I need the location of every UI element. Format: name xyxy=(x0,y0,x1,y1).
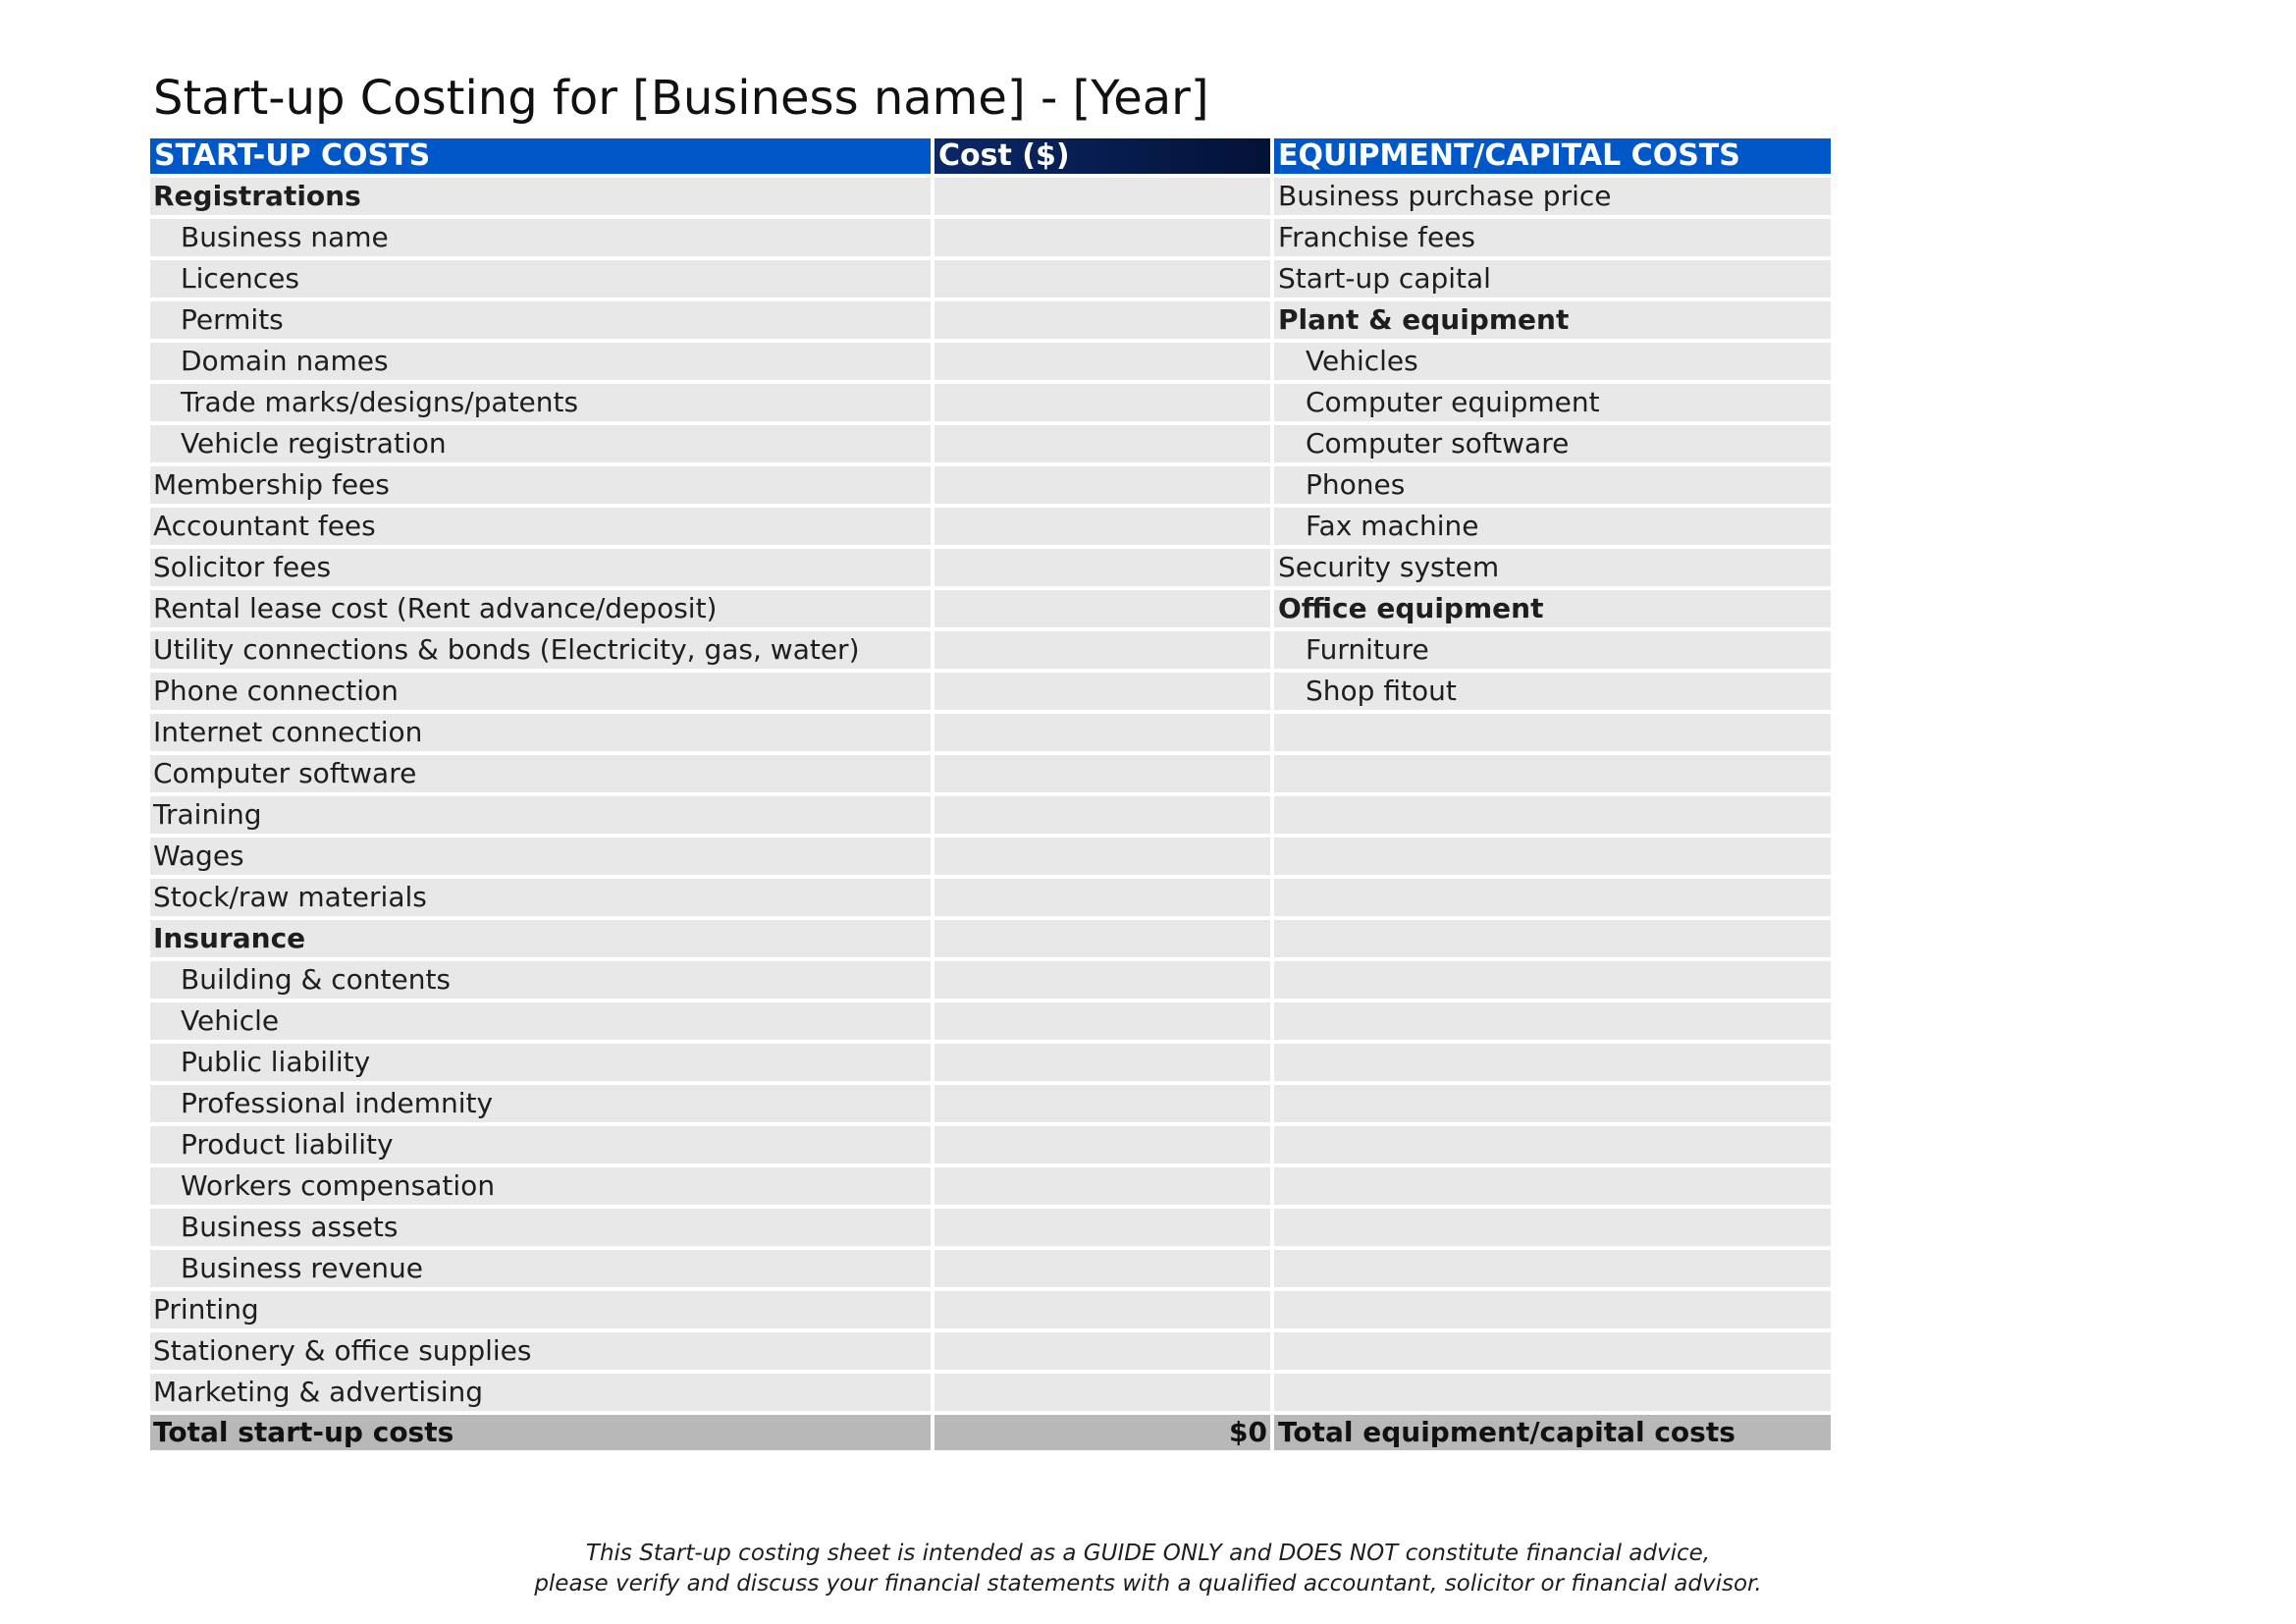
startup-item-business-assets: Business assets xyxy=(150,1209,931,1246)
startup-item-building-contents: Building & contents xyxy=(150,961,931,999)
equipment-item-computer-equipment: Computer equipment xyxy=(1274,384,1831,421)
startup-item-domain-names: Domain names xyxy=(150,343,931,380)
table-row xyxy=(150,796,1831,834)
startup-item-accountant-fees: Accountant fees xyxy=(150,508,931,545)
startup-item-vehicle-registration: Vehicle registration xyxy=(150,425,931,462)
equipment-empty-cell xyxy=(1274,1044,1831,1081)
cost-cell[interactable] xyxy=(934,384,1270,421)
equipment-item-furniture: Furniture xyxy=(1274,631,1831,669)
startup-item-solicitor-fees: Solicitor fees xyxy=(150,549,931,586)
cost-cell[interactable] xyxy=(934,920,1270,957)
cost-cell[interactable] xyxy=(934,260,1270,298)
cost-cell[interactable] xyxy=(934,961,1270,999)
startup-item-product-liability: Product liability xyxy=(150,1126,931,1164)
page-title: Start-up Costing for [Business name] - [Year] xyxy=(153,71,1209,126)
equipment-empty-cell xyxy=(1274,1002,1831,1040)
table-row xyxy=(150,1002,1831,1040)
table-row xyxy=(150,301,1831,339)
total-startup-costs-label: Total start-up costs xyxy=(150,1415,931,1450)
startup-item-stock-raw-materials: Stock/raw materials xyxy=(150,879,931,916)
equipment-item-franchise-fees: Franchise fees xyxy=(1274,219,1831,256)
table-row xyxy=(150,1250,1831,1287)
equipment-empty-cell xyxy=(1274,1332,1831,1370)
startup-costing-table xyxy=(150,138,1831,1450)
equipment-empty-cell xyxy=(1274,1374,1831,1411)
table-row xyxy=(150,343,1831,380)
startup-item-computer-software: Computer software xyxy=(150,755,931,792)
startup-item-utility-connections: Utility connections & bonds (Electricity, gas, water) xyxy=(150,631,931,669)
cost-cell[interactable] xyxy=(934,1167,1270,1205)
startup-item-internet-connection: Internet connection xyxy=(150,714,931,751)
cost-cell[interactable] xyxy=(934,631,1270,669)
equipment-group-plant-equipment: Plant & equipment xyxy=(1274,301,1831,339)
startup-item-trade-marks: Trade marks/designs/patents xyxy=(150,384,931,421)
table-row xyxy=(150,920,1831,957)
equipment-item-computer-software: Computer software xyxy=(1274,425,1831,462)
cost-cell[interactable] xyxy=(934,1209,1270,1246)
cost-cell[interactable] xyxy=(934,1002,1270,1040)
disclaimer-line-1: This Start-up costing sheet is intended as a GUIDE ONLY and DOES NOT constitute financial advice, xyxy=(585,1541,1711,1566)
equipment-empty-cell xyxy=(1274,1126,1831,1164)
table-row xyxy=(150,260,1831,298)
equipment-item-shop-fitout: Shop fitout xyxy=(1274,673,1831,710)
startup-item-marketing: Marketing & advertising xyxy=(150,1374,931,1411)
startup-item-professional-indemnity: Professional indemnity xyxy=(150,1085,931,1122)
disclaimer xyxy=(0,1539,2296,1599)
cost-cell[interactable] xyxy=(934,508,1270,545)
equipment-item-start-up-capital: Start-up capital xyxy=(1274,260,1831,298)
startup-item-licences: Licences xyxy=(150,260,931,298)
equipment-empty-cell xyxy=(1274,1250,1831,1287)
table-header-row xyxy=(150,138,1831,174)
table-row xyxy=(150,1044,1831,1081)
cost-cell[interactable] xyxy=(934,879,1270,916)
cost-cell[interactable] xyxy=(934,1085,1270,1122)
cost-cell[interactable] xyxy=(934,1044,1270,1081)
table-row xyxy=(150,549,1831,586)
cost-cell[interactable] xyxy=(934,838,1270,875)
table-row xyxy=(150,1126,1831,1164)
cost-cell[interactable] xyxy=(934,1374,1270,1411)
cost-cell[interactable] xyxy=(934,301,1270,339)
cost-cell[interactable] xyxy=(934,219,1270,256)
cost-cell[interactable] xyxy=(934,1126,1270,1164)
cost-cell[interactable] xyxy=(934,590,1270,627)
table-row xyxy=(150,466,1831,504)
equipment-empty-cell xyxy=(1274,1209,1831,1246)
table-row xyxy=(150,178,1831,215)
startup-item-membership-fees: Membership fees xyxy=(150,466,931,504)
startup-item-rental-lease-cost: Rental lease cost (Rent advance/deposit) xyxy=(150,590,931,627)
startup-item-printing: Printing xyxy=(150,1291,931,1328)
equipment-empty-cell xyxy=(1274,961,1831,999)
startup-item-stationery: Stationery & office supplies xyxy=(150,1332,931,1370)
equipment-empty-cell xyxy=(1274,755,1831,792)
startup-item-workers-compensation: Workers compensation xyxy=(150,1167,931,1205)
equipment-item-fax-machine: Fax machine xyxy=(1274,508,1831,545)
startup-group-insurance: Insurance xyxy=(150,920,931,957)
table-row xyxy=(150,219,1831,256)
cost-cell[interactable] xyxy=(934,178,1270,215)
cost-cell[interactable] xyxy=(934,1332,1270,1370)
header-startup-costs: START-UP COSTS xyxy=(150,138,931,174)
table-row xyxy=(150,838,1831,875)
totals-row xyxy=(150,1415,1831,1450)
disclaimer-line-2: please verify and discuss your financial statements with a qualified accountant, solicitor or financial advisor. xyxy=(534,1571,1762,1597)
table-row xyxy=(150,425,1831,462)
header-equipment-capital-costs: EQUIPMENT/CAPITAL COSTS xyxy=(1274,138,1831,174)
equipment-empty-cell xyxy=(1274,838,1831,875)
table-row xyxy=(150,961,1831,999)
table-row xyxy=(150,714,1831,751)
total-startup-costs-value: $0 xyxy=(934,1415,1270,1450)
startup-item-training: Training xyxy=(150,796,931,834)
cost-cell[interactable] xyxy=(934,425,1270,462)
table-row xyxy=(150,384,1831,421)
equipment-empty-cell xyxy=(1274,920,1831,957)
cost-cell[interactable] xyxy=(934,673,1270,710)
cost-cell[interactable] xyxy=(934,1250,1270,1287)
startup-item-phone-connection: Phone connection xyxy=(150,673,931,710)
cost-cell[interactable] xyxy=(934,714,1270,751)
startup-item-public-liability: Public liability xyxy=(150,1044,931,1081)
table-row xyxy=(150,590,1831,627)
cost-cell[interactable] xyxy=(934,343,1270,380)
equipment-item-business-purchase-price: Business purchase price xyxy=(1274,178,1831,215)
table-row xyxy=(150,1374,1831,1411)
table-row xyxy=(150,631,1831,669)
startup-item-permits: Permits xyxy=(150,301,931,339)
equipment-empty-cell xyxy=(1274,1291,1831,1328)
total-equipment-capital-costs-label: Total equipment/capital costs xyxy=(1274,1415,1831,1450)
table-row xyxy=(150,879,1831,916)
table-row xyxy=(150,1291,1831,1328)
equipment-item-security-system: Security system xyxy=(1274,549,1831,586)
cost-cell[interactable] xyxy=(934,549,1270,586)
table-row xyxy=(150,1209,1831,1246)
equipment-empty-cell xyxy=(1274,1167,1831,1205)
equipment-item-vehicles: Vehicles xyxy=(1274,343,1831,380)
table-row xyxy=(150,1085,1831,1122)
table-row xyxy=(150,1167,1831,1205)
table-row xyxy=(150,673,1831,710)
table-row xyxy=(150,508,1831,545)
cost-cell[interactable] xyxy=(934,466,1270,504)
header-cost: Cost ($) xyxy=(934,138,1270,174)
equipment-group-office-equipment: Office equipment xyxy=(1274,590,1831,627)
startup-group-registrations: Registrations xyxy=(150,178,931,215)
startup-item-vehicle-insurance: Vehicle xyxy=(150,1002,931,1040)
startup-item-wages: Wages xyxy=(150,838,931,875)
table-row xyxy=(150,1332,1831,1370)
equipment-empty-cell xyxy=(1274,879,1831,916)
startup-item-business-revenue: Business revenue xyxy=(150,1250,931,1287)
startup-item-business-name: Business name xyxy=(150,219,931,256)
cost-cell[interactable] xyxy=(934,755,1270,792)
equipment-empty-cell xyxy=(1274,796,1831,834)
equipment-empty-cell xyxy=(1274,1085,1831,1122)
table-row xyxy=(150,755,1831,792)
equipment-item-phones: Phones xyxy=(1274,466,1831,504)
equipment-empty-cell xyxy=(1274,714,1831,751)
cost-cell[interactable] xyxy=(934,796,1270,834)
cost-cell[interactable] xyxy=(934,1291,1270,1328)
